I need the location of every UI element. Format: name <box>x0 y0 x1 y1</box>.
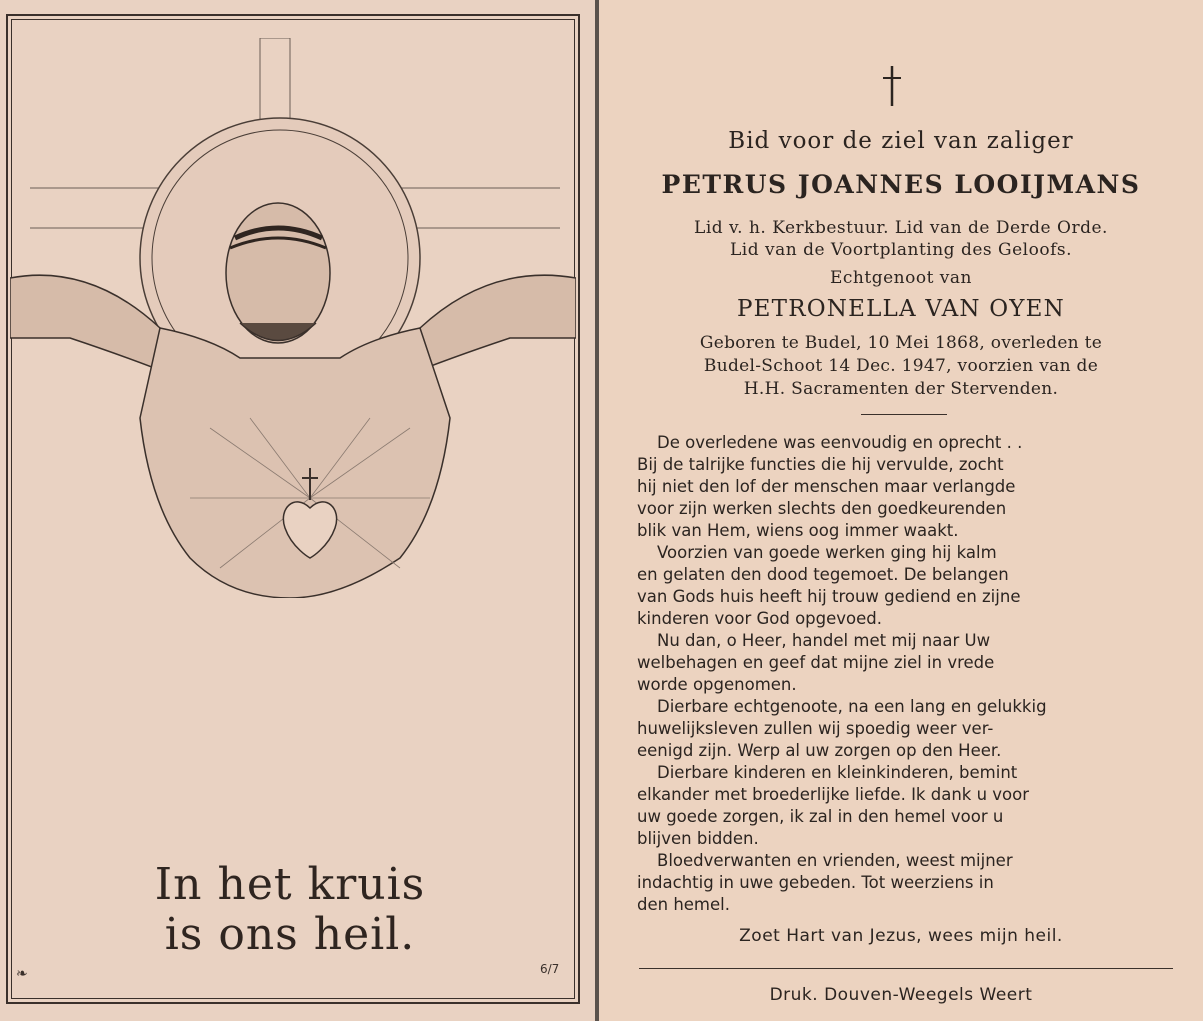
closing-prayer: Zoet Hart van Jezus, wees mijn heil. <box>739 926 1063 946</box>
text-line: blik van Hem, wiens oog immer waakt. <box>637 521 959 540</box>
text-line: Bij de talrijke functies die hij vervulde, zocht <box>637 455 1004 474</box>
birth-death-line: Budel-Schoot 14 Dec. 1947, voorzien van de <box>703 356 1099 376</box>
torso <box>140 328 450 598</box>
right-card <box>599 0 1203 1021</box>
divider <box>861 414 947 415</box>
text-line: Dierbare kinderen en kleinkinderen, bemint <box>657 763 1018 782</box>
motto-line-1: In het kruis <box>154 859 426 910</box>
role-line: Lid v. h. Kerkbestuur. Lid van de Derde Orde. <box>694 218 1108 238</box>
cross-icon <box>877 64 907 108</box>
spouse-label: Echtgenoot van <box>830 268 972 288</box>
text-line: worde opgenomen. <box>637 675 797 694</box>
motto-line-2: is ons heil. <box>164 909 416 960</box>
motto <box>60 860 520 960</box>
text-line: blijven bidden. <box>637 829 759 848</box>
text-line: uw goede zorgen, ik zal in den hemel voor u <box>637 807 1004 826</box>
text-line: elkander met broederlijke liefde. Ik dank u voor <box>637 785 1030 804</box>
text-line: eenigd zijn. Werp al uw zorgen op den Heer. <box>637 741 1002 760</box>
prayer-intro: Bid voor de ziel van zaliger <box>728 128 1074 154</box>
text-line: Dierbare echtgenoote, na een lang en gelukkig <box>657 697 1047 716</box>
birth-death-line: Geboren te Budel, 10 Mei 1868, overleden te <box>699 333 1103 353</box>
deceased-name: PETRUS JOANNES LOOIJMANS <box>661 170 1141 199</box>
text-line: welbehagen en geef dat mijne ziel in vrede <box>637 653 995 672</box>
text-line: De overledene was eenvoudig en oprecht . . <box>657 433 1023 452</box>
text-line: van Gods huis heeft hij trouw gediend en zijne <box>637 587 1021 606</box>
footer-rule <box>639 968 1173 969</box>
head <box>226 203 330 343</box>
text-line: Nu dan, o Heer, handel met mij naar Uw <box>657 631 991 650</box>
text-line: Bloedverwanten en vrienden, weest mijner <box>657 851 1013 870</box>
memorial-text <box>637 432 1173 916</box>
role-line: Lid van de Voortplanting des Geloofs. <box>729 240 1073 260</box>
text-line: en gelaten den dood tegemoet. De belangen <box>637 565 1009 584</box>
ornament-mark-icon: ❧ <box>16 966 28 982</box>
text-line: Voorzien van goede werken ging hij kalm <box>657 543 997 562</box>
spouse-name: PETRONELLA VAN OYEN <box>736 296 1065 322</box>
text-line: indachtig in uwe gebeden. Tot weerziens in <box>637 873 994 892</box>
printer-credit: Druk. Douven-Weegels Weert <box>769 985 1033 1005</box>
text-line: voor zijn werken slechts den goedkeurenden <box>637 499 1007 518</box>
text-line: huwelijksleven zullen wij spoedig weer ver- <box>637 719 994 738</box>
birth-death-line: H.H. Sacramenten der Stervenden. <box>743 379 1059 399</box>
text-line: hij niet den lof der menschen maar verlangde <box>637 477 1016 496</box>
text-line: den hemel. <box>637 895 730 914</box>
text-line: kinderen voor God opgevoed. <box>637 609 883 628</box>
left-card <box>0 0 595 1021</box>
print-code: 6/7 <box>540 962 560 976</box>
crucifix-illustration <box>10 38 576 598</box>
